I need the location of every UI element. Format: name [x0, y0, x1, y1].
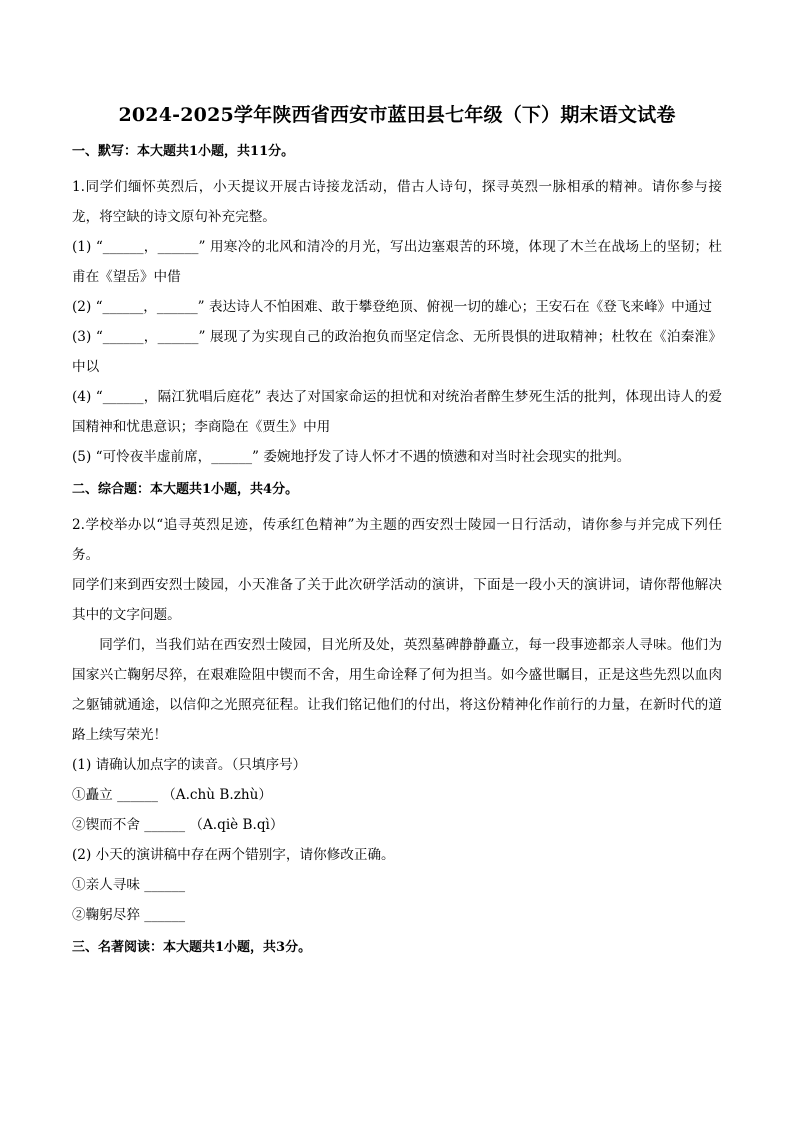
question-2-intro: 2.学校举办以“追寻英烈足迹，传承红色精神”为主题的西安烈士陵园一日行活动，请你参与并完成下列任务。 [72, 517, 722, 563]
question-1-item-5: (5) “可怜夜半虚前席，______” 委婉地抒发了诗人怀才不遇的愤懑和对当时社会现实的批判。 [72, 449, 631, 465]
question-1-item-1: (1) “______，______” 用寒冷的北风和清冷的月光，写出边塞艰苦的环境，体现了木兰在战场上的坚韧；杜甫在《望岳》中借 [72, 239, 722, 285]
exam-title: 2024-2025学年陕西省西安市蓝田县七年级（下）期末语文试卷 [118, 104, 676, 126]
question-2-sub-1-item-1: ①矗立 ______ （A.chù B.zhù） [72, 787, 272, 803]
question-2-sub-2-item-1: ①亲人寻味 ______ [72, 877, 186, 893]
question-2-sub-1: (1) 请确认加点字的读音。（只填序号） [72, 757, 307, 773]
section-3-heading: 三、名著阅读：本大题共1小题，共3分。 [72, 940, 312, 955]
question-2-speech: 同学们，当我们站在西安烈士陵园，目光所及处，英烈墓碑静静矗立，每一段事迹都亲人寻味。他们为国家兴亡鞠躬尽猝，在艰难险阻中锲而不舍，用生命诠释了何为担当。如今盛世瞩目，正是这些先烈以血肉之躯铺就通途，以信仰之光照亮征程。让我们铭记他们的付出，将这份精神化作前行的力量，在新时代的道路上续写荣光！ [72, 637, 722, 743]
section-1-heading: 一、默写：本大题共1小题，共11分。 [72, 144, 295, 159]
question-1-item-2: (2) “______，______” 表达诗人不怕困难、敢于攀登绝顶、俯视一切的雄心；王安石在《登飞来峰》中通过 [72, 299, 712, 315]
question-1-item-3: (3) “______，______” 展现了为实现自己的政治抱负而坚定信念、无所畏惧的进取精神；杜牧在《泊秦淮》中以 [72, 329, 722, 375]
question-2-sub-2: (2) 小天的演讲稿中存在两个错别字，请你修改正确。 [72, 847, 395, 863]
question-2-context: 同学们来到西安烈士陵园，小天准备了关于此次研学活动的演讲，下面是一段小天的演讲词，请你帮他解决其中的文字问题。 [72, 577, 722, 623]
question-1-item-4: (4) “______，隔江犹唱后庭花” 表达了对国家命运的担忧和对统治者醉生梦死生活的批判，体现出诗人的爱国精神和忧患意识；李商隐在《贾生》中用 [72, 389, 722, 435]
section-2-heading: 二、综合题：本大题共1小题，共4分。 [72, 482, 299, 497]
question-1-intro: 1.同学们缅怀英烈后，小天提议开展古诗接龙活动，借古人诗句，探寻英烈一脉相承的精神。请你参与接龙，将空缺的诗文原句补充完整。 [72, 179, 722, 225]
question-2-sub-2-item-2: ②鞠躬尽猝 ______ [72, 907, 186, 923]
question-2-sub-1-item-2: ②锲而不舍 ______ （A.qiè B.qì） [72, 817, 284, 833]
